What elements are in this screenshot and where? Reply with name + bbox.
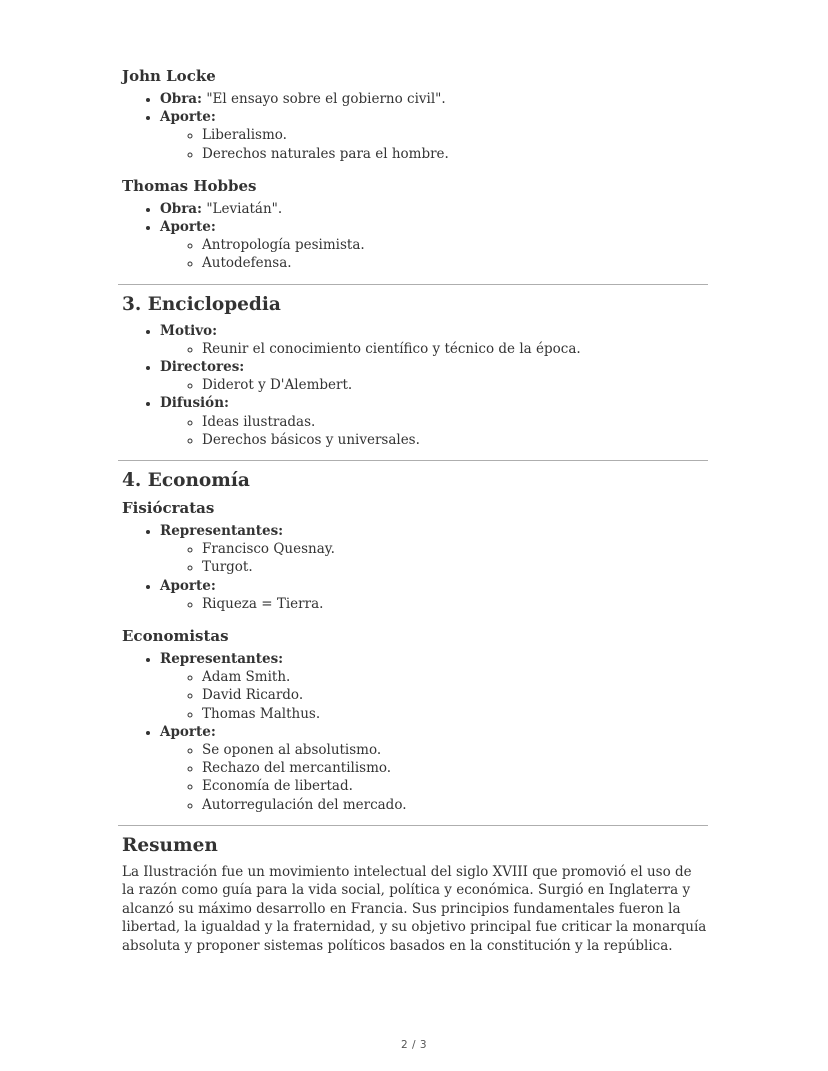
heading-fisiocratas: Fisiócratas bbox=[122, 499, 215, 518]
summary-paragraph: La Ilustración fue un movimiento intelectual del siglo XVIII que promovió el uso de la razón como guía para la vida social, política y económica. Surgió en Inglaterra y alcanzó su máximo desarrollo en Francia. Sus principios fundamentales fueron la libertad, la igualdad y la fraternidad, y su objetivo principal fue criticar la monarquía absoluta y proponer sistemas políticos basados en la constitución y la república. bbox=[122, 863, 707, 954]
list-item-label: Representantes: bbox=[160, 651, 284, 668]
list-item-label: Motivo: bbox=[160, 322, 218, 339]
sublist-item: ◦ Autorregulación del mercado. bbox=[202, 796, 708, 814]
list-item-label: Aporte: bbox=[160, 723, 216, 740]
list-item-label: Obra: bbox=[160, 200, 203, 217]
section-divider bbox=[118, 460, 708, 461]
list-item bbox=[160, 218, 708, 273]
sublist-item: ◦ Diderot y D'Alembert. bbox=[202, 376, 708, 394]
list-item bbox=[160, 90, 708, 108]
list-item bbox=[160, 577, 708, 613]
section-divider bbox=[118, 284, 708, 285]
section-divider bbox=[118, 825, 708, 826]
list-item-label: Aporte: bbox=[160, 109, 216, 126]
heading-economia: 4. Economía bbox=[122, 470, 250, 492]
list-item-label: Aporte: bbox=[160, 219, 216, 236]
list-item bbox=[160, 650, 708, 723]
sublist bbox=[160, 741, 708, 814]
list-item-label: Aporte: bbox=[160, 577, 216, 594]
sublist-item: ◦ Francisco Quesnay. bbox=[202, 540, 708, 558]
sublist bbox=[160, 340, 708, 358]
list-item-label: Obra: bbox=[160, 91, 203, 107]
list-item bbox=[160, 394, 708, 449]
list-enciclopedia bbox=[122, 322, 708, 449]
heading-john-locke: John Locke bbox=[122, 67, 216, 85]
list-item bbox=[160, 322, 708, 358]
list-item-label: Directores: bbox=[160, 359, 245, 376]
sublist bbox=[160, 126, 708, 162]
list-economistas bbox=[122, 650, 708, 814]
sublist-item: ◦ Autodefensa. bbox=[202, 254, 708, 272]
sublist-item: ◦ Se oponen al absolutismo. bbox=[202, 741, 708, 759]
sublist-item: ◦ Reunir el conocimiento científico y técnico de la época. bbox=[202, 340, 708, 358]
heading-thomas-hobbes: Thomas Hobbes bbox=[122, 176, 257, 195]
sublist-item: ◦ Derechos naturales para el hombre. bbox=[202, 145, 708, 163]
sublist-item: ◦ Liberalismo. bbox=[202, 126, 708, 144]
page-number: 2 / 3 bbox=[400, 1039, 428, 1051]
list-item-label: Representantes: bbox=[160, 523, 284, 540]
list-thomas-hobbes bbox=[122, 200, 708, 273]
sublist-item: ◦ Derechos básicos y universales. bbox=[202, 431, 708, 449]
sublist-item: ◦ Thomas Malthus. bbox=[202, 705, 708, 723]
heading-resumen: Resumen bbox=[122, 834, 218, 856]
list-item bbox=[160, 723, 708, 814]
sublist-item: ◦ Ideas ilustradas. bbox=[202, 413, 708, 431]
list-item-value: "El ensayo sobre el gobierno civil". bbox=[202, 91, 446, 107]
list-john-locke bbox=[122, 90, 708, 163]
sublist bbox=[160, 668, 708, 723]
sublist-item: ◦ Adam Smith. bbox=[202, 668, 708, 686]
sublist bbox=[160, 413, 708, 449]
sublist bbox=[160, 236, 708, 272]
list-item bbox=[160, 108, 708, 163]
list-item bbox=[160, 522, 708, 577]
sublist bbox=[160, 376, 708, 394]
sublist bbox=[160, 540, 708, 576]
list-item-value: "Leviatán". bbox=[202, 200, 283, 217]
sublist-item: ◦ David Ricardo. bbox=[202, 686, 708, 704]
list-item-label: Difusión: bbox=[160, 395, 229, 412]
heading-enciclopedia: 3. Enciclopedia bbox=[122, 293, 281, 315]
sublist-item: ◦ Antropología pesimista. bbox=[202, 236, 708, 254]
sublist-item: ◦ Turgot. bbox=[202, 558, 708, 576]
list-fisiocratas bbox=[122, 522, 708, 613]
heading-economistas: Economistas bbox=[122, 627, 229, 646]
sublist-item: ◦ Economía de libertad. bbox=[202, 777, 708, 795]
sublist-item: ◦ Rechazo del mercantilismo. bbox=[202, 759, 708, 777]
list-item bbox=[160, 358, 708, 394]
sublist bbox=[160, 595, 708, 613]
list-item bbox=[160, 200, 708, 218]
sublist-item: ◦ Riqueza = Tierra. bbox=[202, 595, 708, 613]
